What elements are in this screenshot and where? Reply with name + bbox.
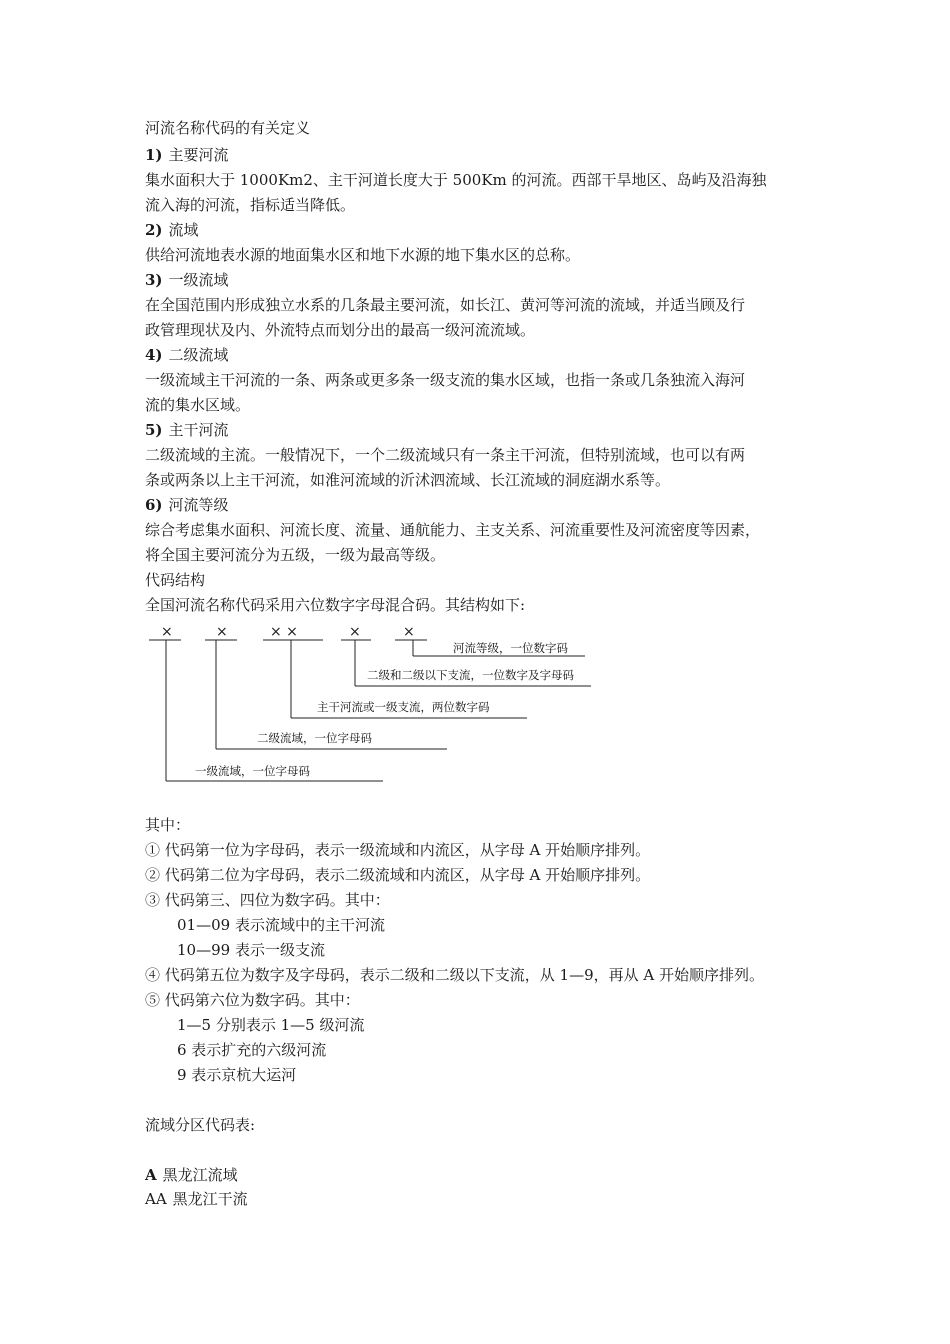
section-heading: [145, 345, 229, 365]
section-heading: [145, 420, 229, 440]
basin-code: AA: [145, 1190, 167, 1208]
section-heading: [145, 270, 229, 290]
list-item: ③ 代码第三、四位为数字码。其中：: [145, 891, 390, 909]
section-heading: [145, 220, 199, 240]
paragraph-line: 二级流域的主流。一般情况下，一个二级流域只有一条主干河流，但特别流域，也可以有两: [145, 446, 746, 464]
section-title: 流域: [168, 221, 199, 239]
list-subitem: 6 表示扩充的六级河流: [177, 1041, 327, 1059]
diagram-mark: ×: [349, 624, 361, 640]
section-title: 河流等级: [168, 496, 229, 514]
paragraph-line: 将全国主要河流分为五级，一级为最高等级。: [145, 546, 446, 564]
diagram-label: 一级流域，一位字母码: [195, 764, 310, 778]
section-title: 主干河流: [168, 421, 229, 439]
diagram-mark: ×: [403, 624, 415, 640]
diagram-label: 河流等级，一位数字码: [453, 641, 568, 655]
section-title: 主要河流: [168, 146, 229, 164]
paragraph-line: 流入海的河流，指标适当降低。: [145, 196, 356, 214]
doc-title: 河流名称代码的有关定义: [145, 119, 311, 137]
paragraph-line: 在全国范围内形成独立水系的几条最主要河流，如长江、黄河等河流的流域，并适当顾及行: [145, 296, 746, 314]
code-structure-intro: 全国河流名称代码采用六位数字字母混合码。其结构如下:: [145, 596, 526, 614]
paragraph-line: 流的集水区域。: [145, 396, 251, 414]
section-number: 5): [145, 421, 163, 439]
paragraph-line: 综合考虑集水面积、河流长度、流量、通航能力、主支关系、河流重要性及河流密度等因素，: [145, 521, 761, 539]
diagram-label: 二级流域，一位字母码: [257, 731, 372, 745]
paragraph-line: 供给河流地表水源的地面集水区和地下水源的地下集水区的总称。: [145, 246, 581, 264]
section-number: 6): [145, 496, 163, 514]
section-number: 2): [145, 221, 163, 239]
paragraph-line: 一级流域主干河流的一条、两条或更多条一级支流的集水区域，也指一条或几条独流入海河: [145, 371, 746, 389]
basin-name: 黑龙江流域: [162, 1166, 238, 1184]
list-subitem: 1—5 分别表示 1—5 级河流: [177, 1016, 365, 1034]
section-title: 二级流域: [168, 346, 229, 364]
diagram-label: 二级和二级以下支流，一位数字及字母码: [367, 668, 574, 682]
diagram-label: 主干河流或一级支流，两位数字码: [317, 700, 490, 714]
basin-name: 黑龙江干流: [172, 1190, 248, 1208]
list-item: ① 代码第一位为字母码，表示一级流域和内流区，从字母 A 开始顺序排列。: [145, 841, 651, 859]
section-number: 3): [145, 271, 163, 289]
paragraph-line: 集水面积大于 1000Km2、主干河道长度大于 500Km 的河流。西部干旱地区、岛屿及沿海独: [145, 171, 767, 189]
section-number: 4): [145, 346, 163, 364]
paragraph-line: 政管理现状及内、外流特点而划分出的最高一级河流流域。: [145, 321, 536, 339]
code-row: [145, 1189, 248, 1209]
list-item: ⑤ 代码第六位为数字码。其中：: [145, 991, 360, 1009]
diagram-mark: × ×: [270, 624, 298, 640]
section-number: 1): [145, 146, 163, 164]
list-item: ② 代码第二位为字母码，表示二级流域和内流区，从字母 A 开始顺序排列。: [145, 866, 651, 884]
list-item: ④ 代码第五位为数字及字母码，表示二级和二级以下支流，从 1—9，再从 A 开始顺序排列。: [145, 966, 764, 984]
code-structure-title: 代码结构: [145, 571, 206, 589]
section-title: 一级流域: [168, 271, 229, 289]
table-title: 流域分区代码表:: [145, 1116, 256, 1134]
diagram-mark: ×: [216, 624, 228, 640]
list-subitem: 10—99 表示一级支流: [177, 941, 325, 959]
section-heading: [145, 495, 229, 515]
section-heading: [145, 145, 229, 165]
list-subitem: 01—09 表示流域中的主干河流: [177, 916, 385, 934]
code-structure-diagram: [145, 620, 605, 790]
list-subitem: 9 表示京杭大运河: [177, 1066, 297, 1084]
diagram-mark: ×: [161, 624, 173, 640]
among-label: 其中：: [145, 816, 191, 834]
basin-code: A: [145, 1166, 157, 1184]
code-row: [145, 1165, 238, 1185]
paragraph-line: 条或两条以上主干河流，如淮河流域的沂沭泗流域、长江流域的洞庭湖水系等。: [145, 471, 671, 489]
